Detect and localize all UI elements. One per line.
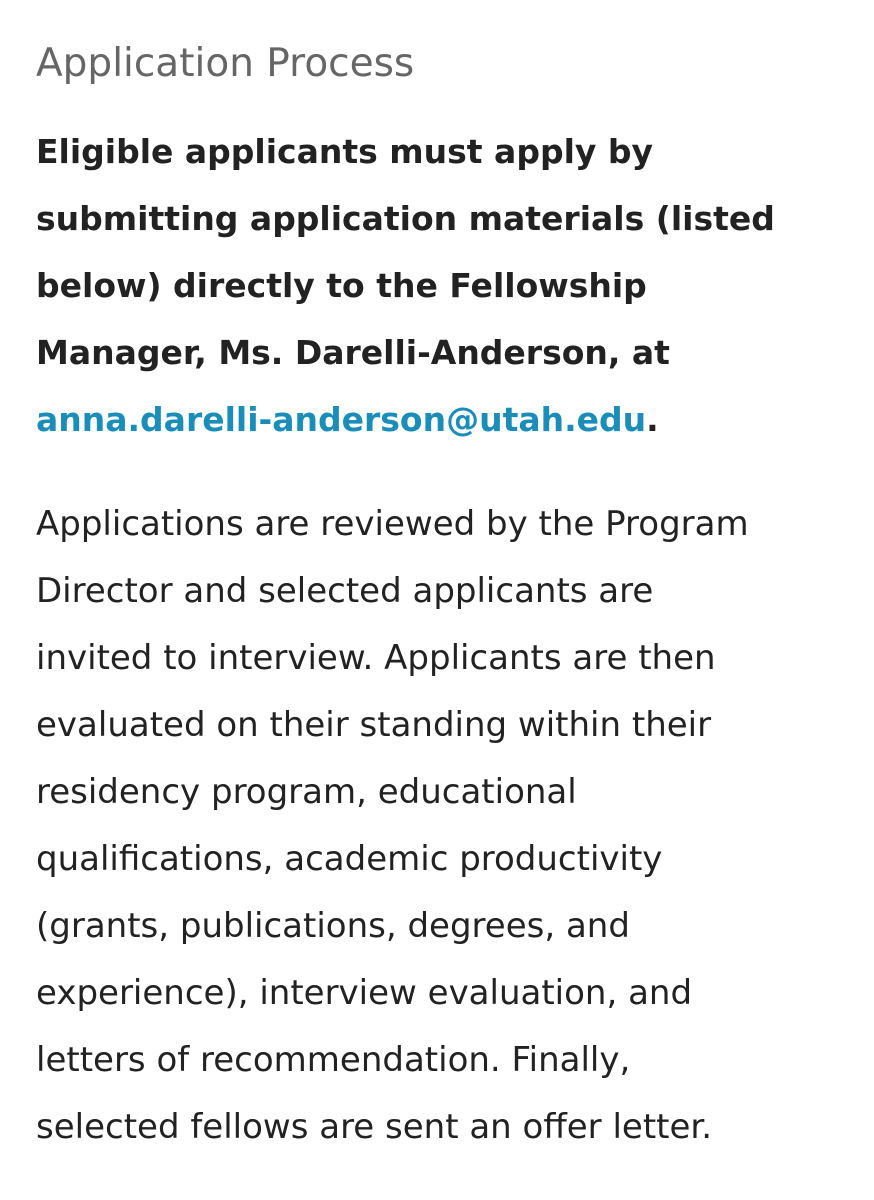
- review-line: evaluated on their standing within their: [36, 705, 712, 745]
- review-line: Director and selected applicants are: [36, 571, 654, 611]
- intro-line: Manager, Ms. Darelli-Anderson, at: [36, 333, 670, 372]
- review-line: residency program, educational: [36, 772, 577, 812]
- intro-paragraph: [36, 118, 856, 453]
- intro-line-email: [36, 386, 856, 453]
- review-line: letters of recommendation. Finally,: [36, 1040, 631, 1080]
- intro-line: Eligible applicants must apply by: [36, 132, 654, 171]
- review-line: experience), interview evaluation, and: [36, 973, 693, 1013]
- review-line: invited to interview. Applicants are then: [36, 638, 716, 678]
- content-area: [36, 38, 856, 1161]
- section-heading: Application Process: [36, 41, 415, 86]
- review-line: selected fellows are sent an offer letter.: [36, 1107, 713, 1147]
- review-line: (grants, publications, degrees, and: [36, 906, 630, 946]
- intro-line: submitting application materials (listed: [36, 199, 775, 238]
- email-link[interactable]: anna.darelli-anderson@utah.edu: [36, 400, 647, 439]
- review-line: qualifications, academic productivity: [36, 839, 663, 879]
- email-suffix: .: [646, 400, 659, 439]
- review-paragraph: [36, 491, 856, 1161]
- intro-line: below) directly to the Fellowship: [36, 266, 647, 305]
- review-line: Applications are reviewed by the Program: [36, 504, 749, 544]
